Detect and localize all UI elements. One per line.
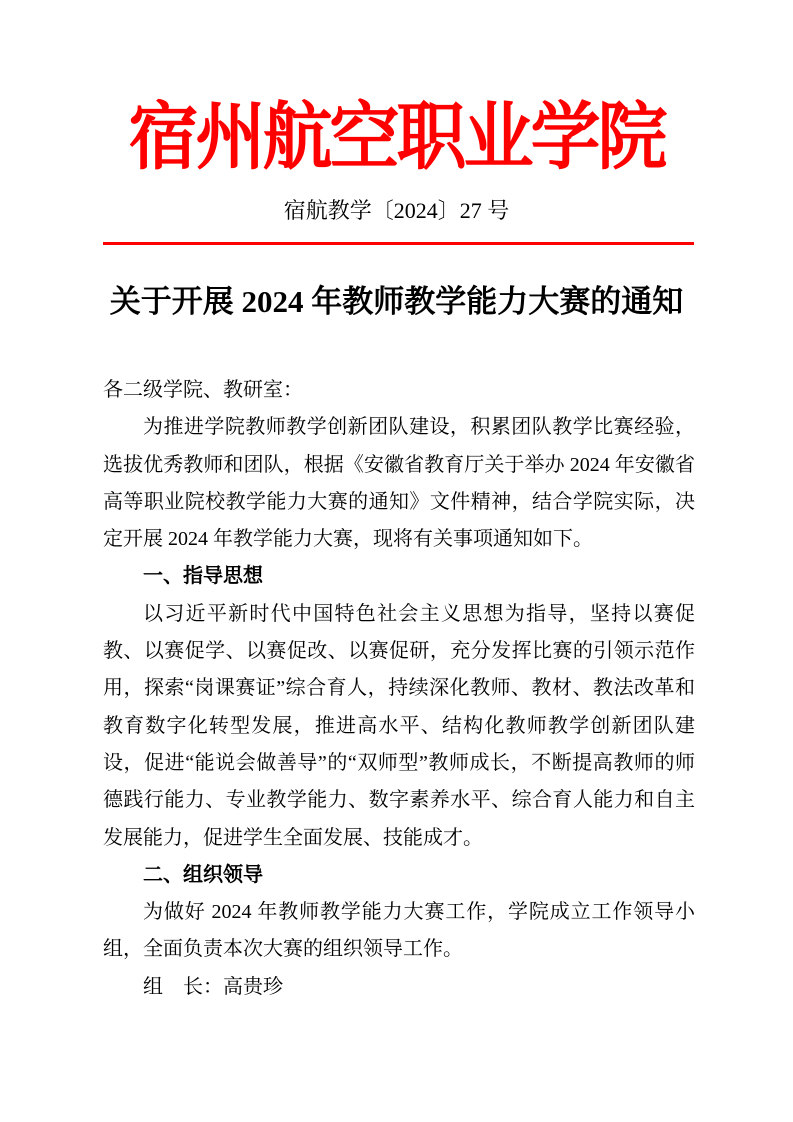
paragraph-intro: 为推进学院教师教学创新团队建设，积累团队教学比赛经验，选拔优秀教师和团队，根据《安徽省教育厅关于举办 2024 年安徽省高等职业院校教学能力大赛的通知》文件精神，结合学院实际，决定开展 2024 年教学能力大赛，现将有关事项通知如下。 bbox=[103, 416, 695, 551]
letterhead-org-name: 宿州航空职业学院 bbox=[128, 98, 665, 179]
leader-name-line: 组 长：高贵珍 bbox=[143, 975, 283, 998]
document-body bbox=[103, 372, 695, 1006]
document-title: 关于开展 2024 年教师教学能力大赛的通知 bbox=[109, 284, 684, 319]
paragraph-organization: 为做好 2024 年教师教学能力大赛工作，学院成立工作领导小组，全面负责本次大赛的组织领导工作。 bbox=[103, 901, 695, 961]
salutation-line: 各二级学院、教研室： bbox=[103, 379, 303, 401]
letterhead-divider-line bbox=[103, 242, 694, 245]
section-heading-guiding-ideology: 一、指导思想 bbox=[143, 565, 263, 588]
section-heading-organization: 二、组织领导 bbox=[143, 863, 263, 886]
doc-reference-number: 宿航教学〔2024〕27 号 bbox=[283, 198, 510, 223]
paragraph-guiding-ideology: 以习近平新时代中国特色社会主义思想为指导，坚持以赛促教、以赛促学、以赛促改、以赛促研，充分发挥比赛的引领示范作用，探索“岗课赛证”综合育人，持续深化教师、教材、教法改革和教育数字化转型发展，推进高水平、结构化教师教学创新团队建设，促进“能说会做善导”的“双师型”教师成长，不断提高教师的师德践行能力、专业教学能力、数字素养水平、综合育人能力和自主发展能力，促进学生全面发展、技能成才。 bbox=[103, 602, 695, 849]
